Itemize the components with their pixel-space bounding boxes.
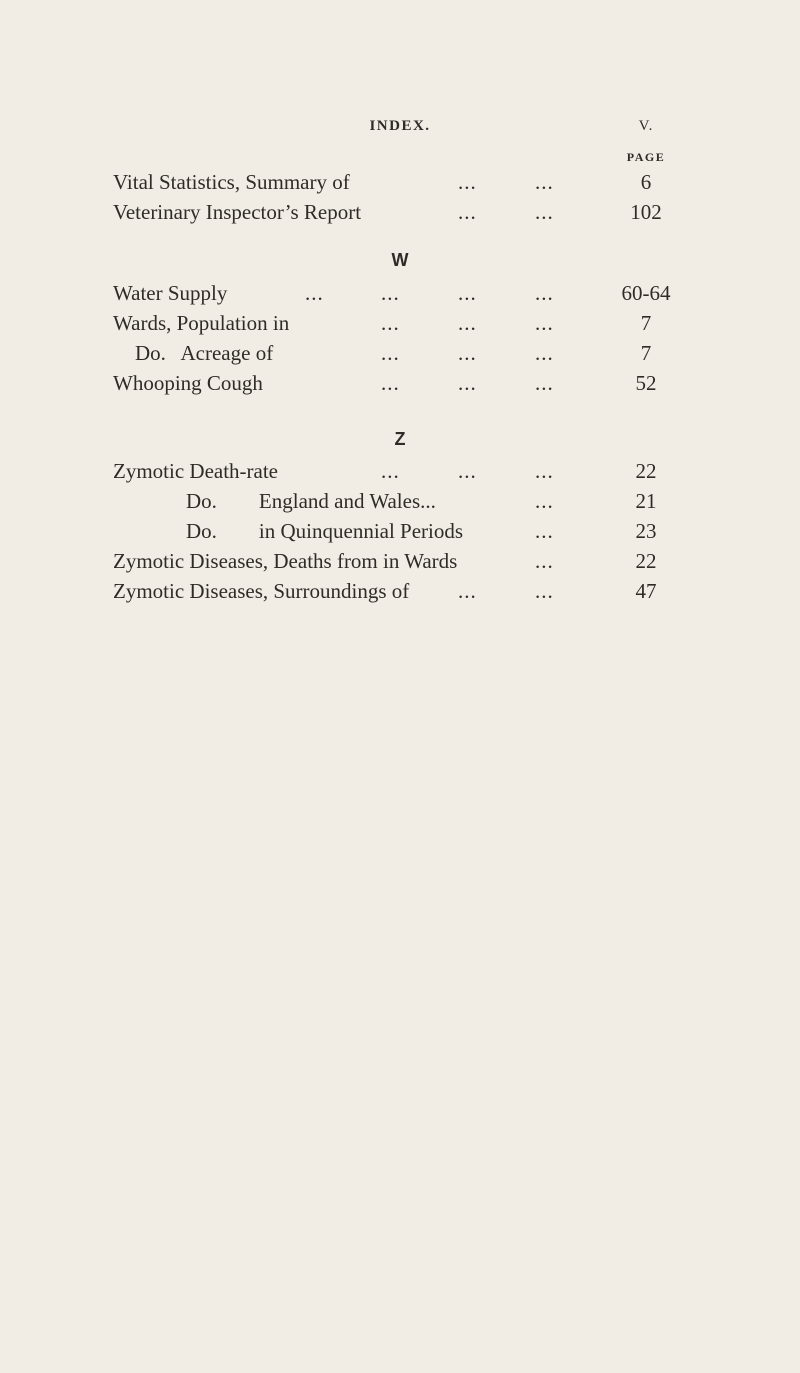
entry-label: Do. in Quinquennial Periods	[186, 519, 464, 543]
entry-page: 102	[630, 200, 662, 224]
entry-page: 7	[640, 341, 652, 365]
entry-page: 22	[635, 549, 657, 573]
leader-dots: ...	[458, 170, 477, 194]
section-letter-z: Z	[394, 429, 406, 449]
index-entry	[0, 278, 800, 308]
leader-dots: ...	[535, 200, 554, 224]
index-entry	[0, 546, 800, 576]
entry-page: 21	[635, 489, 657, 513]
leader-dots: ...	[381, 459, 400, 483]
index-entry	[0, 308, 800, 338]
index-entry	[0, 167, 800, 197]
entry-label: Zymotic Death-rate	[113, 459, 279, 483]
leader-dots: ...	[458, 200, 477, 224]
index-entry	[0, 486, 800, 516]
leader-dots: ...	[305, 281, 324, 305]
leader-dots: ...	[458, 341, 477, 365]
index-entry	[0, 368, 800, 398]
leader-dots: ...	[535, 549, 554, 573]
section-letter-w: W	[391, 250, 409, 270]
entry-page: 52	[635, 371, 657, 395]
leader-dots: ...	[458, 311, 477, 335]
leader-dots: ...	[535, 579, 554, 603]
leader-dots: ...	[535, 489, 554, 513]
index-entry	[0, 576, 800, 606]
leader-dots: ...	[535, 519, 554, 543]
page-number: V.	[638, 118, 654, 134]
index-entry	[0, 338, 800, 368]
leader-dots: ...	[458, 579, 477, 603]
leader-dots: ...	[458, 371, 477, 395]
index-heading: INDEX.	[369, 118, 431, 134]
entry-page: 7	[640, 311, 652, 335]
leader-dots: ...	[535, 281, 554, 305]
entry-page: 60-64	[621, 281, 671, 305]
entry-label: Zymotic Diseases, Deaths from in Wards	[113, 549, 458, 573]
entry-page: 22	[635, 459, 657, 483]
page-column-label: PAGE	[626, 150, 666, 164]
leader-dots: ...	[535, 311, 554, 335]
leader-dots: ...	[458, 459, 477, 483]
index-entry	[0, 456, 800, 486]
index-entry	[0, 197, 800, 227]
leader-dots: ...	[535, 170, 554, 194]
entry-label: Vital Statistics, Summary of	[113, 170, 350, 194]
leader-dots: ...	[458, 281, 477, 305]
leader-dots: ...	[381, 281, 400, 305]
entry-label: Do. England and Wales...	[186, 489, 436, 513]
leader-dots: ...	[535, 459, 554, 483]
entry-page: 47	[635, 579, 657, 603]
leader-dots: ...	[535, 341, 554, 365]
entry-label: Do. Acreage of	[135, 341, 274, 365]
entry-label: Water Supply	[113, 281, 228, 305]
entry-label: Wards, Population in	[113, 311, 290, 335]
leader-dots: ...	[535, 371, 554, 395]
leader-dots: ...	[381, 311, 400, 335]
entry-label: Zymotic Diseases, Surroundings of	[113, 579, 410, 603]
entry-label: Veterinary Inspector’s Report	[113, 200, 362, 224]
entry-label: Whooping Cough	[113, 371, 263, 395]
entry-page: 23	[635, 519, 657, 543]
leader-dots: ...	[381, 371, 400, 395]
leader-dots: ...	[381, 341, 400, 365]
entry-page: 6	[640, 170, 652, 194]
index-entry	[0, 516, 800, 546]
